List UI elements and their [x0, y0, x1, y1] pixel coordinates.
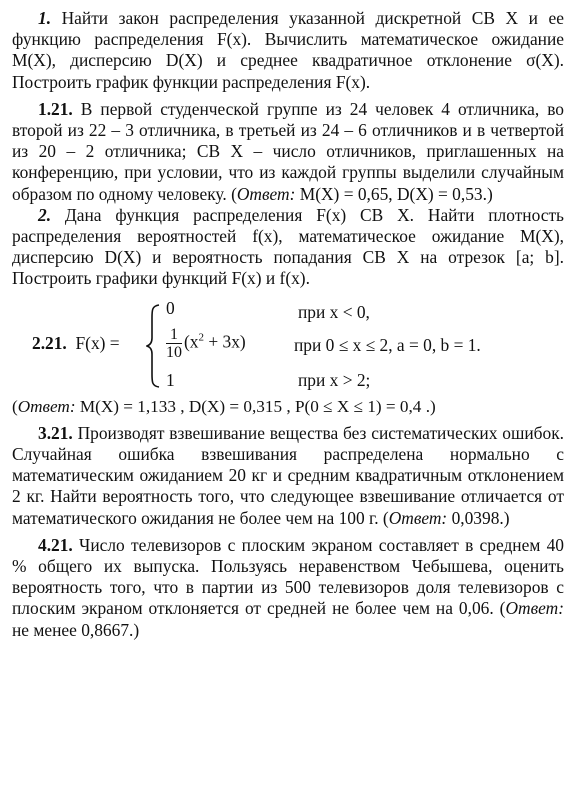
task-text: Найти закон распределения указанной дискретной СВ X и ее функцию распределения F(x). Вычислить математическое ожидание M(X), дисперсию D(X) и среднее квадратичное отклонение σ(X). Построить график функции распределения F(x). — [12, 8, 564, 92]
piecewise-formula — [12, 297, 564, 392]
answer-text: M(X) = 0,65, D(X) = 0,53.) — [295, 183, 493, 204]
formula-label — [32, 333, 120, 354]
problem-number: 2.21. — [32, 332, 67, 353]
answer-label: Ответ: — [17, 396, 76, 416]
problem-4-21 — [12, 535, 564, 641]
task-number: 2. — [38, 204, 52, 225]
case-1-condition: при x < 0, — [298, 301, 370, 322]
task-number: 1. — [38, 8, 52, 28]
fraction-denominator: 10 — [166, 343, 182, 361]
expression-rest: + 3x) — [204, 331, 246, 352]
answer-text: не менее 0,8667.) — [12, 619, 140, 640]
formula-lhs: F(x) = — [75, 332, 120, 353]
problem-number: 1.21. — [38, 98, 73, 119]
case-2-condition: при 0 ≤ x ≤ 2, a = 0, b = 1. — [294, 334, 481, 355]
fraction-numerator: 1 — [166, 326, 182, 344]
problem-number: 3.21. — [38, 422, 73, 443]
answer-text: M(X) = 1,133 , D(X) = 0,315 , P(0 ≤ X ≤ 1) = 0,4 .) — [75, 396, 436, 416]
answer-label: Ответ: — [505, 598, 564, 619]
problem-number: 4.21. — [38, 534, 73, 555]
fraction — [166, 326, 182, 361]
left-brace — [146, 304, 160, 388]
answer-2-21 — [12, 396, 564, 417]
problem-text: Производят взвешивание вещества без систематических ошибок. Случайная ошибка взвешивания распределена нормально с математическим ожиданием 20 кг и средним квадратичным отклонением 2 кг. Найти вероятность того, что следующее взвешивание отличается от математического ожидания не более чем на 100 г. ( — [12, 422, 564, 528]
answer-label: Ответ: — [388, 507, 448, 528]
paren: ( — [12, 396, 18, 416]
exponent: 2 — [198, 331, 204, 344]
task-2-statement — [12, 205, 564, 290]
problem-text: Число телевизоров с плоским экраном составляет в среднем 40 % общего их выпуска. Пользуясь неравенством Чебышева, оценить вероятность того, что в партии из 500 телевизоров доля телевизоров с плоским экраном отклоняется от средней не более чем на 0,06. ( — [12, 534, 564, 619]
problem-text: В первой студенческой группе из 24 человек 4 отличника, во второй из 22 – 3 отличника, в третьей из 24 – 6 отличников и в четвертой из 20 – 2 отличника; СВ X – число отличников, приглашенных на конференцию, при условии, что из каждой группы выделили случайным образом по одному человеку. ( — [12, 98, 564, 204]
case-3-value: 1 — [166, 369, 175, 390]
case-3-condition: при x > 2; — [298, 369, 371, 390]
answer-text: 0,0398.) — [447, 507, 510, 528]
problem-1-21 — [12, 99, 564, 205]
expression-part: (x — [184, 331, 199, 352]
task-text: Дана функция распределения F(x) СВ X. Найти плотность распределения вероятностей f(x), математическое ожидание M(X), дисперсию D(X) и вероятность попадания СВ X на отрезок [a; b]. Построить графики функций F(x) и f(x). — [12, 204, 564, 289]
task-1-statement — [12, 8, 564, 93]
problem-3-21 — [12, 423, 564, 529]
case-2-expression — [166, 326, 246, 361]
case-1-value: 0 — [166, 297, 175, 318]
answer-label: Ответ: — [236, 183, 296, 204]
